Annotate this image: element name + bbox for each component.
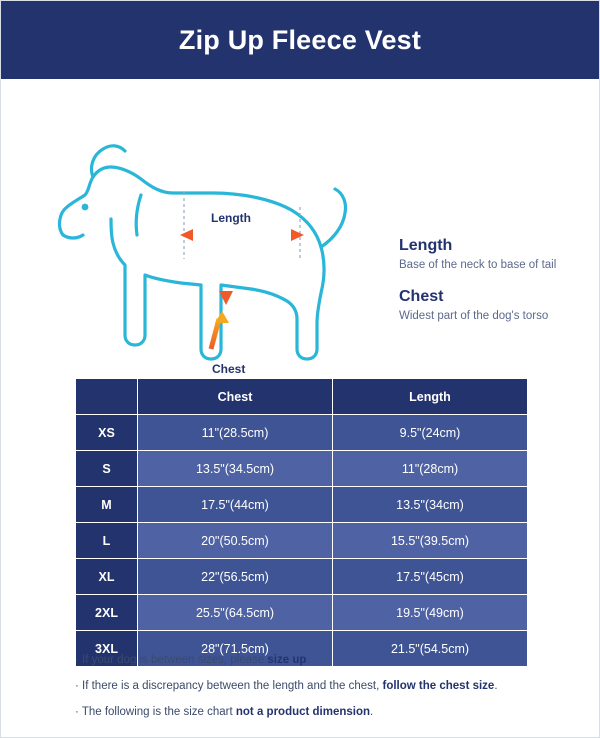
legend-title-length: Length xyxy=(399,237,453,254)
size-table-head xyxy=(76,379,528,415)
note-item xyxy=(75,679,535,694)
legend-desc-chest: Widest part of the dog's torso xyxy=(399,309,549,322)
cell-length: 13.5"(34cm) xyxy=(333,487,528,523)
dog-eye xyxy=(82,204,89,211)
dog-outline-illustration xyxy=(41,87,381,367)
note-emphasis: not a product dimension xyxy=(235,705,371,718)
table-header-size xyxy=(76,379,138,415)
cell-chest: 17.5"(44cm) xyxy=(138,487,333,523)
diagram-label-chest: Chest xyxy=(212,362,246,376)
note-item xyxy=(75,653,535,668)
note-suffix: . xyxy=(494,679,498,692)
cell-size: 2XL xyxy=(76,595,138,631)
legend-title-chest: Chest xyxy=(399,287,444,305)
cell-chest: 25.5"(64.5cm) xyxy=(138,595,333,631)
legend-item-chest xyxy=(399,288,569,325)
page-title: Zip Up Fleece Vest xyxy=(178,24,422,55)
table-header-row xyxy=(76,379,528,415)
cell-size: 3XL xyxy=(76,631,138,667)
note-text: · If there is a discrepancy between the length and the chest, xyxy=(75,679,383,692)
size-table-wrapper xyxy=(75,378,527,667)
cell-chest: 22"(56.5cm) xyxy=(138,559,333,595)
table-row xyxy=(76,595,528,631)
cell-size: S xyxy=(76,451,138,487)
table-row xyxy=(76,559,528,595)
cell-chest: 11"(28.5cm) xyxy=(138,415,333,451)
cell-length: 11"(28cm) xyxy=(333,451,528,487)
cell-size: XS xyxy=(76,415,138,451)
note-text: · If your dog is between sizes, please xyxy=(75,654,268,666)
length-guides xyxy=(184,192,300,259)
table-row xyxy=(76,523,528,559)
measurement-diagram xyxy=(1,79,599,376)
note-suffix: . xyxy=(370,705,374,718)
length-arrow xyxy=(180,229,304,241)
diagram-label-length: Length xyxy=(211,211,251,225)
cell-length: 9.5"(24cm) xyxy=(333,415,528,451)
table-row xyxy=(76,451,528,487)
cell-length: 19.5"(49cm) xyxy=(333,595,528,631)
table-row xyxy=(76,487,528,523)
cell-size: M xyxy=(76,487,138,523)
table-header-length: Length xyxy=(333,379,528,415)
note-suffix: . xyxy=(306,654,310,666)
note-item xyxy=(75,705,535,720)
cell-size: XL xyxy=(76,559,138,595)
note-text: · The following is the size chart xyxy=(75,705,236,718)
note-emphasis: size up xyxy=(267,654,307,666)
legend-item-length xyxy=(399,237,569,274)
notes-section xyxy=(75,653,535,731)
cell-length: 21.5"(54.5cm) xyxy=(333,631,528,667)
note-emphasis: follow the chest size xyxy=(382,679,495,692)
table-header-chest: Chest xyxy=(138,379,333,415)
legend-desc-length: Base of the neck to base of tail xyxy=(399,259,557,271)
cell-size: L xyxy=(76,523,138,559)
size-table-body xyxy=(76,415,528,667)
cell-chest: 28"(71.5cm) xyxy=(138,631,333,667)
measurement-legend xyxy=(399,237,569,338)
cell-chest: 13.5"(34.5cm) xyxy=(138,451,333,487)
cell-length: 15.5"(39.5cm) xyxy=(333,523,528,559)
size-table xyxy=(75,378,528,667)
cell-chest: 20"(50.5cm) xyxy=(138,523,333,559)
table-row xyxy=(76,415,528,451)
cell-length: 17.5"(45cm) xyxy=(333,559,528,595)
page-header xyxy=(1,1,599,79)
